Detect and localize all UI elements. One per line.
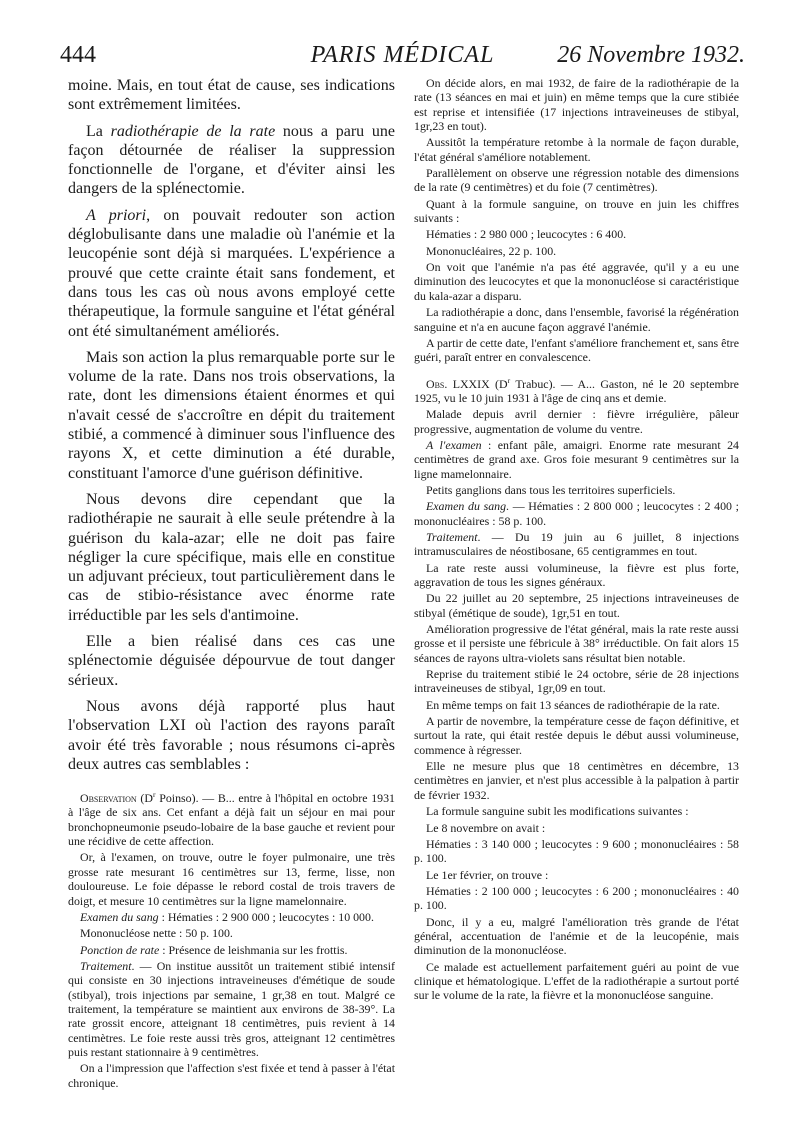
observation-paragraph: Hématies : 2 100 000 ; leucocytes : 6 200 ; mononucléaires : 40 p. 100. [414,883,739,913]
observation-paragraph: Parallèlement on observe une régression notable des dimensions de la rate (9 centimètres) et du foie (7 centimètres). [414,166,739,195]
paragraph: Mais son action la plus remarquable porte sur le volume de la rate. Dans nos trois observations, la rate, dont les dimensions étaient énormes et qui n'avait cessé de s'accroître en dépit du traitement stibié, a commencé à diminuer sous l'influence des rayons X, et cette diminution a été durable, constituant l'amorce d'une guérison définitive. [68,348,395,482]
observation-paragraph: Du 22 juillet au 20 septembre, 25 injections intraveineuses de stibyal (émétique de soude), 1gr,51 en tout. [414,591,739,620]
observation-paragraph: A partir de novembre, la température cesse de façon définitive, et surtout la rate, qui était restée depuis le début aussi volumineuse, commence à régresser. [414,714,739,757]
journal-title: PARIS MÉDICAL [310,42,495,68]
observation-paragraph: On voit que l'anémie n'a pas été aggravée, qu'il y a eu une diminution des leucocytes et que la mononucléose si caractéristique du kala-azar a disparu. [414,260,739,303]
observation-paragraph: A l'examen : enfant pâle, amaigri. Enorme rate mesurant 24 centimètres de grand axe. Gros foie mesurant 9 centimètres sur la ligne mamelonnaire. [414,437,739,481]
observation-paragraph: Petits ganglions dans tous les territoires superficiels. [426,482,676,497]
observation-paragraph: Quant à la formule sanguine, on trouve en juin les chiffres suivants : [414,196,739,226]
paragraph: Nous avons déjà rapporté plus haut l'observation LXI où l'action des rayons paraît avoir été très favorable ; nous résumons ci-après deux autres cas semblables : [68,697,395,773]
observation-paragraph: Obs. LXXIX ($D^r$ Trabuc). — A... Gaston, né le 20 septembre 1925, vu le 10 juin 1931 à l'âge de cinq ans et demie. [414,375,739,405]
observation-paragraph: Examen du sang : Hématies : 2 900 000 ; leucocytes : 10 000. [80,909,374,924]
paragraph: Elle a bien réalisé dans ces cas une splénectomie déguisée dépourvue de tout danger sérieux. [68,633,395,689]
observation-paragraph: Observation ($D^r$ Poinso). — B... entre à l'hôpital en octobre 1931 à l'âge de six ans. Cet enfant a déjà fait un séjour en mai pour bronchopneumonie pseudo-lobaire de la base gauche et revient pour une récidive de cette affection. [68,790,395,849]
observation-paragraph: Amélioration progressive de l'état général, mais la rate reste aussi grosse et il persiste une fébricule à 38° irréductible. On fait alors 15 séances de rayons ultra-violets sans résultat bien notable. [414,622,739,665]
observation-paragraph: La formule sanguine subit les modifications suivantes : [426,804,689,819]
observation-paragraph: Ponction de rate : Présence de leishmania sur les frottis. [80,942,348,957]
left-column [68,76,395,1092]
observation-paragraph: Mononucléose nette : 50 p. 100. [80,926,233,941]
observation-paragraph: On a l'impression que l'affection s'est fixée et tend à passer à l'état chronique. [68,1061,395,1090]
observation-paragraph: A partir de cette date, l'enfant s'améliore franchement et, sans être guéri, paraît entrer en convalescence. [414,335,739,365]
observation-paragraph: Le 8 novembre on avait : [426,820,546,835]
observation-paragraph: Le 1er février, on trouve : [426,867,549,882]
page-number: 444 [60,42,96,68]
right-column [414,76,739,1005]
page-header [60,42,745,74]
paragraph: A priori, on pouvait redouter son action déglobulisante dans une maladie où l'anémie et la leucopénie sont déjà si marquées. L'expérience a prouvé que cette crainte était sans fondement, et dans tous les cas où nous avons employé cette thérapeutique, la formule sanguine et l'état général ont été simultanément améliorés. [68,206,395,340]
observation-paragraph: Ce malade est actuellement parfaitement guéri au point de vue clinique et hématologique. L'effet de la radiothérapie a surtout porté sur le volume de la rate, la fièvre et la mononucléose sanguine. [414,959,739,1003]
observation-paragraph: Elle ne mesure plus que 18 centimètres en décembre, 13 centimètres en janvier, et n'est plus accessible à la palpation à partir de février 1932. [414,759,739,802]
observation-paragraph: Reprise du traitement stibié le 24 octobre, série de 28 injections intraveineuses de stibyal, 1gr,09 en tout. [414,667,739,696]
observation-paragraph: Examen du sang. — Hématies : 2 800 000 ; leucocytes : 2 400 ; mononucléaires : 58 p. 100. [414,499,739,528]
observation-paragraph: Or, à l'examen, on trouve, outre le foyer pulmonaire, une très grosse rate mesurant 16 centimètres sur 13, ferme, lisse, non douloureuse. Le foie dépasse le rebord costal de trois travers de doigt, et mesure 10 centimètres sur la ligne mamelonnaire. [68,850,395,908]
observation-paragraph: En même temps on fait 13 séances de radiothérapie de la rate. [426,697,720,712]
paragraph: La radiothérapie de la rate nous a paru une façon détournée de réaliser la suppression fonctionnelle de l'organe, et d'éviter ainsi les dangers de la splénectomie. [68,122,396,198]
observation-paragraph: Mononucléaires, 22 p. 100. [426,243,557,258]
observation-paragraph: La radiothérapie a donc, dans l'ensemble, favorisé la régénération sanguine et n'a en aucune façon aggravé l'anémie. [414,305,739,334]
observation-paragraph: Malade depuis avril dernier : fièvre irrégulière, pâleur progressive, augmentation de volume du ventre. [414,407,739,436]
observation-paragraph: Aussitôt la température retombe à la normale de façon durable, l'état général s'améliore notablement. [414,135,739,164]
paragraph: moine. Mais, en tout état de cause, ses indications sont extrêmement limitées. [68,77,395,114]
observation-paragraph: Donc, il y a eu, malgré l'amélioration très grande de l'état général, accentuation de l'anémie et de la leucopénie, mais diminution de la mononucléose. [414,914,739,958]
observation-paragraph: On décide alors, en mai 1932, de faire de la radiothérapie de la rate (13 séances en mai et juin) en même temps que la cure stibiée est reprise et intensifiée (17 injections intraveineuses de stibyal, 1gr,23 en tout). [414,76,739,134]
observation-paragraph: Hématies : 2 980 000 ; leucocytes : 6 400. [426,227,627,242]
observation-paragraph: Traitement. — On institue aussitôt un traitement stibié intensif qui consiste en 30 injections intraveineuses d'émétique de soude (stibyal), trois injections par semaine, 1 gr,38 en tout. Malgré ce traitement, la température se maintient aux environs de 38-39°. La rate grossit encore, atteignant 18 centimètres, puis revient à 14 centimètres. Le foie reste aussi très gros, atteignant 12 centimètres puis restant stationnaire à 9 centimètres. [68,958,395,1059]
paragraph: Nous devons dire cependant que la radiothérapie ne saurait à elle seule prétendre à la guérison du kala-azar; elle ne doit pas faire négliger la cure spécifique, mais elle en constitue un adjuvant précieux, tout particulièrement dans le cas de stibio-résistance avec énorme rate irréductible par les sels d'antimoine. [68,490,395,624]
observation-paragraph: Hématies : 3 140 000 ; leucocytes : 9 600 ; mononucléaires : 58 p. 100. [414,836,739,866]
observation-paragraph: La rate reste aussi volumineuse, la fièvre est plus forte, aggravation de tous les signes généraux. [414,560,739,589]
observation-paragraph: Traitement. — Du 19 juin au 6 juillet, 8 injections intramusculaires de néostibosane, 65 centigrammes en tout. [414,529,739,559]
issue-date: 26 Novembre 1932. [557,42,745,68]
